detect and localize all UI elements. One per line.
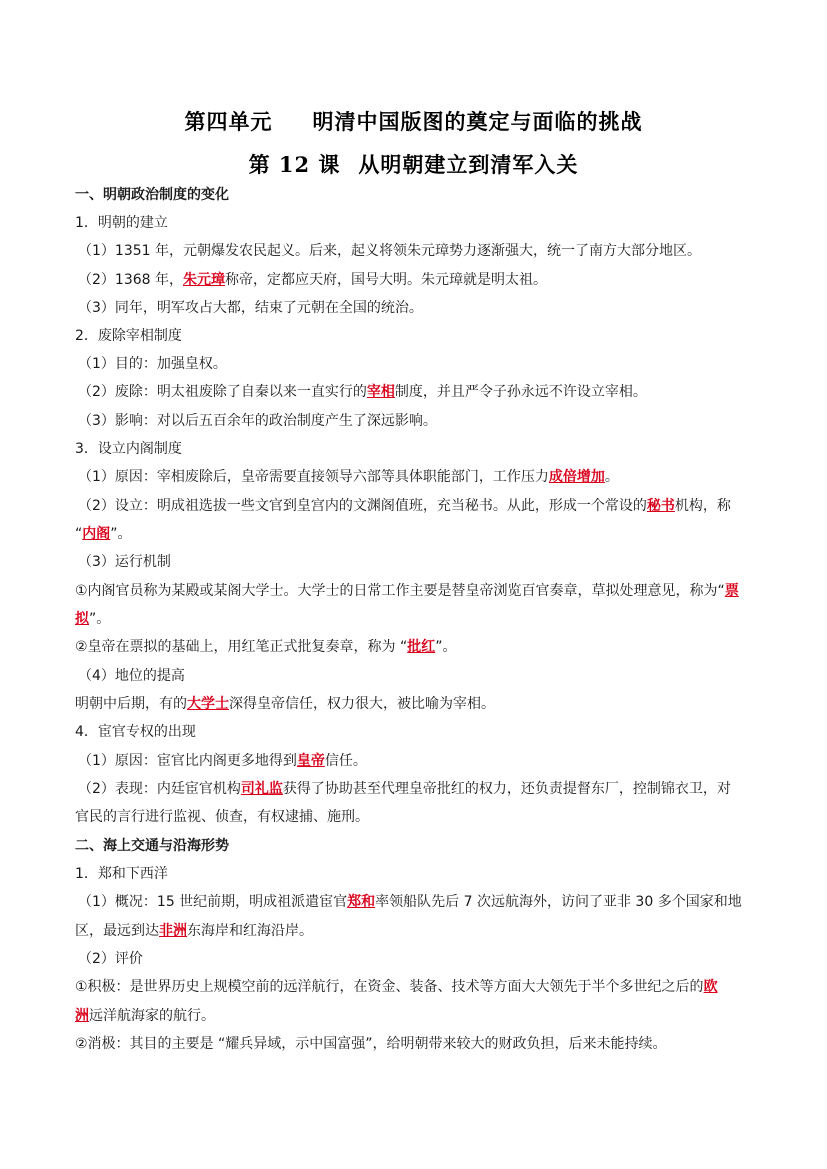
subsection-title: 2．废除宰相制度 — [75, 328, 182, 344]
subsection-title: 3．设立内阁制度 — [75, 441, 182, 457]
paragraph-continuation: 区，最远到达非洲东海岸和红海沿岸。 — [75, 923, 313, 939]
paragraph-continuation: 拟”。 — [75, 611, 111, 627]
paragraph: 明朝中后期，有的大学士深得皇帝信任，权力很大，被比喻为宰相。 — [75, 696, 495, 712]
paragraph: （4）地位的提高 — [78, 668, 185, 684]
paragraph: （2）废除：明太祖废除了自秦以来一直实行的宰相制度，并且严令子孙永远不许设立宰相。 — [78, 384, 647, 400]
section-heading: 一、明朝政治制度的变化 — [75, 187, 229, 203]
keyword: 宰相 — [366, 384, 395, 400]
paragraph: （2）评价 — [78, 951, 143, 967]
paragraph: （3）同年，明军攻占大都，结束了元朝在全国的统治。 — [78, 300, 423, 316]
paragraph: （3）影响：对以后五百余年的政治制度产生了深远影响。 — [78, 413, 437, 429]
section-heading: 二、海上交通与沿海形势 — [75, 838, 229, 854]
unit-number: 第四单元 — [184, 109, 273, 134]
keyword: 成倍增加 — [548, 469, 605, 485]
lesson-title — [0, 149, 827, 179]
keyword: 洲 — [75, 1008, 89, 1024]
keyword: 郑和 — [347, 894, 376, 910]
lesson-name: 从明朝建立到清军入关 — [358, 152, 579, 177]
subsection-title: 1．郑和下西洋 — [75, 866, 168, 882]
paragraph: （1）原因：宰相废除后，皇帝需要直接领导六部等具体职能部门，工作压力成倍增加。 — [78, 469, 619, 485]
paragraph-continuation: 洲远洋航海家的航行。 — [75, 1008, 215, 1024]
keyword: 内阁 — [82, 526, 111, 542]
keyword: 票 — [724, 583, 739, 599]
paragraph: ①积极：是世界历史上规模空前的远洋航行，在资金、装备、技术等方面大大领先于半个多世纪之后的欧 — [75, 979, 718, 995]
paragraph: ②消极：其目的主要是 “耀兵异域，示中国富强”，给明朝带来较大的财政负担，后来未能持续。 — [75, 1036, 667, 1052]
paragraph: （1）1351 年，元朝爆发农民起义。后来，起义将领朱元璋势力逐渐强大，统一了南方大部分地区。 — [78, 243, 701, 259]
paragraph: （2）1368 年，朱元璋称帝，定都应天府，国号大明。朱元璋就是明太祖。 — [78, 272, 547, 288]
paragraph: （1）目的：加强皇权。 — [78, 356, 227, 372]
paragraph: （1）原因：宦官比内阁更多地得到皇帝信任。 — [78, 753, 367, 769]
keyword: 大学士 — [187, 696, 229, 712]
paragraph: （1）概况：15 世纪前期，明成祖派遣宦官郑和率领船队先后 7 次远航海外，访问了亚非 30 多个国家和地 — [78, 894, 742, 910]
unit-name: 明清中国版图的奠定与面临的挑战 — [312, 109, 643, 134]
lesson-number: 第 12 课 — [248, 152, 341, 177]
keyword: 欧 — [703, 979, 718, 995]
keyword: 司礼监 — [240, 781, 283, 797]
paragraph: ②皇帝在票拟的基础上，用红笔正式批复奏章，称为 “批红”。 — [75, 639, 457, 655]
paragraph: （3）运行机制 — [78, 554, 171, 570]
paragraph: （2）设立：明成祖选拔一些文官到皇宫内的文渊阁值班，充当秘书。从此，形成一个常设的秘书机构，称 — [78, 498, 731, 514]
keyword: 批红 — [407, 639, 436, 655]
keyword: 拟 — [75, 611, 89, 627]
keyword: 非洲 — [159, 923, 187, 939]
subsection-title: 4．宦官专权的出现 — [75, 724, 196, 740]
paragraph: ①内阁官员称为某殿或某阁大学士。大学士的日常工作主要是替皇帝浏览百官奏章，草拟处理意见，称为“票 — [75, 583, 739, 599]
subsection-title: 1．明朝的建立 — [75, 215, 168, 231]
keyword: 皇帝 — [296, 753, 325, 769]
paragraph-continuation: “内阁”。 — [75, 526, 132, 542]
unit-title — [0, 106, 827, 136]
paragraph: （2）表现：内廷宦官机构司礼监获得了协助甚至代理皇帝批红的权力，还负责提督东厂，控制锦衣卫，对 — [78, 781, 731, 797]
keyword: 秘书 — [646, 498, 675, 514]
paragraph-continuation: 官民的言行进行监视、侦查，有权逮捕、施刑。 — [75, 809, 369, 825]
keyword: 朱元璋 — [183, 272, 225, 288]
